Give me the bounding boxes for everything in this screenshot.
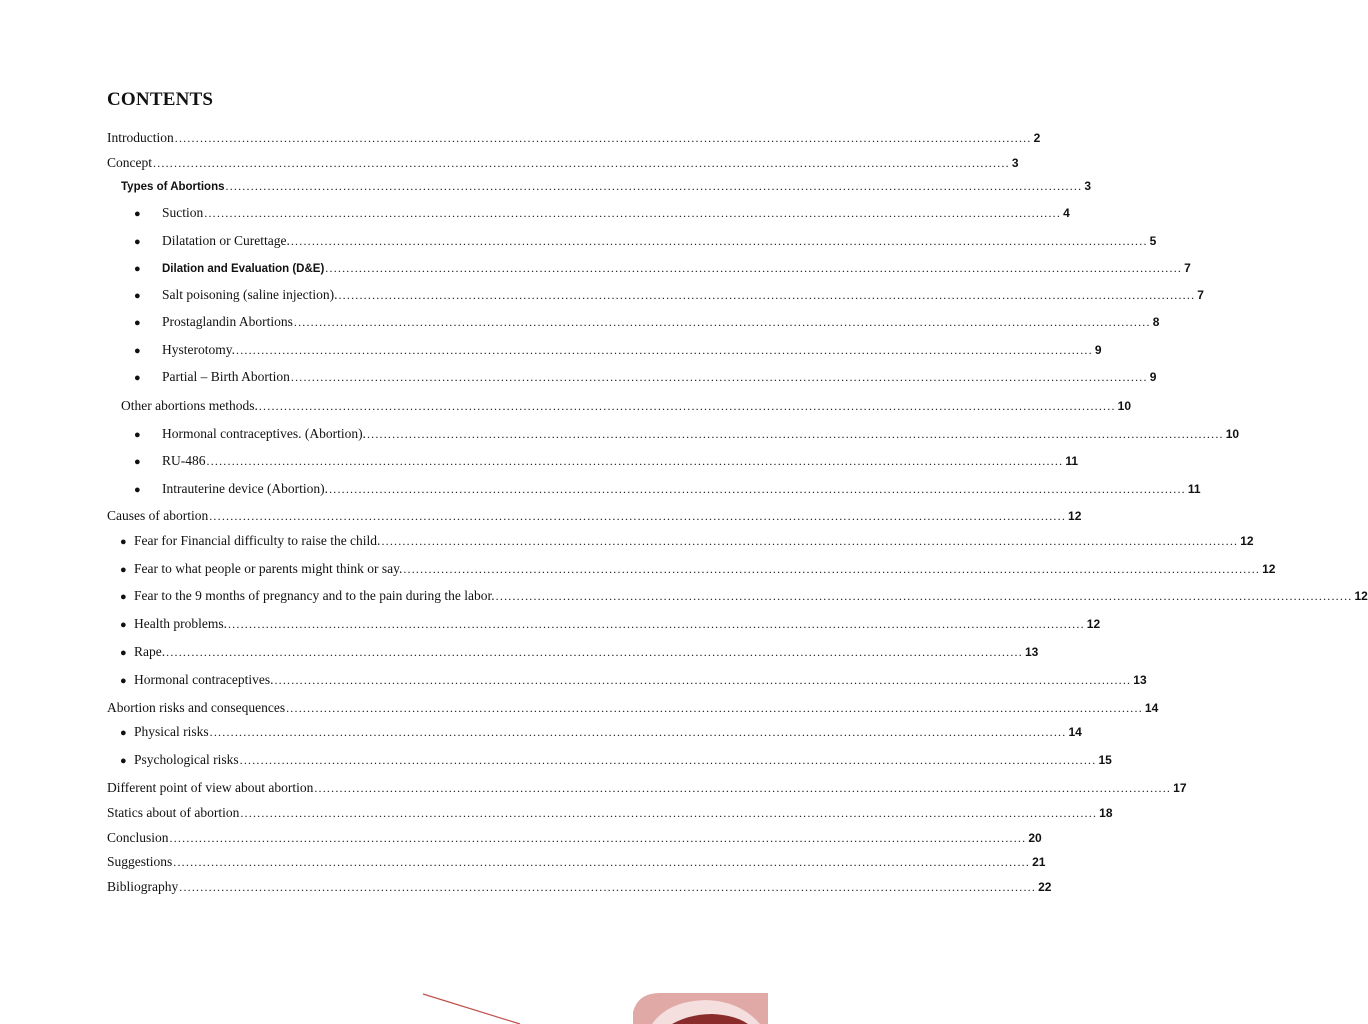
toc-entry-label: Fear for Financial difficulty to raise the child. — [134, 533, 381, 548]
toc-page-number: 12 — [1068, 509, 1082, 523]
bullet-icon: ● — [120, 755, 127, 767]
dot-leader: ............................................................................................................................................................................................................ — [166, 645, 1023, 659]
toc-page-number: 15 — [1098, 753, 1112, 767]
toc-page-number: 18 — [1099, 806, 1113, 820]
dot-leader: ............................................................................................................................................................................................................ — [325, 261, 1183, 275]
dot-leader: ............................................................................................................................................................................................................ — [240, 806, 1098, 820]
toc-entry-label: Intrauterine device (Abortion). — [162, 481, 329, 496]
bullet-icon: ● — [120, 675, 127, 687]
toc-entry-label: Rape. — [134, 644, 166, 659]
toc-entry-label: Statics about of abortion — [107, 805, 240, 820]
toc-page-number: 5 — [1149, 234, 1157, 248]
toc-entry-label: Prostaglandin Abortions — [162, 314, 293, 329]
toc-entry-label: Introduction — [107, 130, 174, 145]
toc-entry-label: Hormonal contraceptives. — [134, 672, 274, 687]
bullet-icon: ● — [120, 727, 127, 739]
dot-leader: ............................................................................................................................................................................................................ — [274, 673, 1132, 687]
toc-entry-label: Suggestions — [107, 854, 173, 869]
toc-page-number: 10 — [1225, 427, 1240, 441]
bullet-icon: ● — [120, 564, 127, 576]
toc-page-number: 20 — [1028, 831, 1042, 845]
dot-leader: ............................................................................................................................................................................................................ — [290, 234, 1148, 248]
toc-entry-label: Conclusion — [107, 830, 169, 845]
toc-entry-label: RU-486 — [162, 453, 206, 468]
toc-entry-label: Hormonal contraceptives. (Abortion). — [162, 426, 366, 441]
toc-page-number: 9 — [1149, 370, 1157, 384]
bullet-icon: ● — [120, 647, 127, 659]
dot-leader: ............................................................................................................................................................................................................ — [338, 288, 1196, 302]
dot-leader: ............................................................................................................................................................................................................ — [258, 399, 1116, 413]
dot-leader: ............................................................................................................................................................................................................ — [314, 781, 1172, 795]
toc-page-number: 7 — [1184, 261, 1191, 275]
dot-leader: ............................................................................................................................................................................................................ — [236, 343, 1093, 357]
dot-leader: ............................................................................................................................................................................................................ — [225, 179, 1083, 193]
toc-entry-label: Partial – Birth Abortion — [162, 369, 290, 384]
dot-leader: ............................................................................................................................................................................................................ — [286, 701, 1143, 715]
toc-page-number: 9 — [1094, 343, 1102, 357]
toc-entry-label: Suction — [162, 205, 204, 220]
toc-page-number: 17 — [1173, 781, 1187, 795]
bullet-icon: ● — [134, 345, 141, 357]
toc-entry-label: Fear to the 9 months of pregnancy and to the pain during the labor. — [134, 588, 495, 603]
dot-leader: ............................................................................................................................................................................................................ — [381, 534, 1239, 548]
toc-page-number: 12 — [1240, 534, 1254, 548]
toc-page-number: 22 — [1038, 880, 1052, 894]
toc-page-number: 8 — [1152, 315, 1160, 329]
toc-entry-label: Other abortions methods. — [121, 398, 258, 413]
toc-page-number: 3 — [1084, 179, 1091, 193]
toc-page-number: 7 — [1197, 288, 1204, 302]
bullet-icon: ● — [134, 429, 141, 441]
dot-leader: ............................................................................................................................................................................................................ — [209, 725, 1067, 739]
bullet-icon: ● — [120, 619, 127, 631]
bullet-icon: ● — [134, 456, 141, 468]
toc-page-number: 21 — [1032, 855, 1046, 869]
toc-page-number: 14 — [1068, 725, 1082, 739]
bullet-icon: ● — [134, 263, 141, 275]
toc-page-number: 12 — [1354, 589, 1368, 603]
toc-entry-label: Physical risks — [134, 724, 209, 739]
dot-leader: ............................................................................................................................................................................................................ — [227, 617, 1085, 631]
dot-leader: ............................................................................................................................................................................................................ — [495, 589, 1353, 603]
toc-page-number: 12 — [1262, 562, 1276, 576]
toc-page-number: 4 — [1063, 206, 1070, 220]
dot-leader: ............................................................................................................................................................................................................ — [366, 427, 1224, 441]
toc-entry-label: Concept — [107, 155, 152, 170]
dot-leader: ............................................................................................................................................................................................................ — [173, 855, 1031, 869]
dot-leader: ............................................................................................................................................................................................................ — [329, 482, 1186, 496]
dot-leader: ............................................................................................................................................................................................................ — [206, 454, 1064, 468]
toc-page-number: 3 — [1011, 156, 1019, 170]
bullet-icon: ● — [120, 536, 127, 548]
toc-entry-label: Causes of abortion — [107, 508, 209, 523]
bullet-icon: ● — [134, 317, 141, 329]
toc-page-number: 10 — [1117, 399, 1132, 413]
toc-page-number: 2 — [1033, 131, 1041, 145]
dot-leader: ............................................................................................................................................................................................................ — [179, 880, 1037, 894]
toc-entry-label: Psychological risks — [134, 752, 239, 767]
toc-entry-label: Types of Abortions — [121, 181, 225, 193]
toc-page-number: 14 — [1144, 701, 1159, 715]
toc-page-number: 13 — [1024, 645, 1039, 659]
bullet-icon: ● — [120, 591, 127, 603]
toc-entry-label: Different point of view about abortion — [107, 780, 314, 795]
dot-leader: ............................................................................................................................................................................................................ — [204, 206, 1062, 220]
bullet-icon: ● — [134, 236, 141, 248]
toc-page-number: 12 — [1086, 617, 1101, 631]
dot-leader: ............................................................................................................................................................................................................ — [290, 370, 1148, 384]
bullet-icon: ● — [134, 208, 141, 220]
toc-entry-label: Hysterotomy. — [162, 342, 235, 357]
dot-leader: ............................................................................................................................................................................................................ — [174, 131, 1032, 145]
toc-entry-label: Salt poisoning (saline injection). — [162, 287, 338, 302]
dot-leader: ............................................................................................................................................................................................................ — [403, 562, 1261, 576]
toc-page-number: 11 — [1187, 482, 1201, 496]
toc-entry-label: Health problems. — [134, 616, 227, 631]
dot-leader: ............................................................................................................................................................................................................ — [169, 831, 1027, 845]
toc-entry-label: Bibliography — [107, 879, 179, 894]
dot-leader: ............................................................................................................................................................................................................ — [153, 156, 1010, 170]
dot-leader: ............................................................................................................................................................................................................ — [239, 753, 1097, 767]
dot-leader: ............................................................................................................................................................................................................ — [293, 315, 1151, 329]
decorative-line — [423, 994, 520, 1024]
page-title: CONTENTS — [107, 89, 214, 110]
toc-entry-label: Abortion risks and consequences — [107, 700, 286, 715]
toc-entry-label: Dilation and Evaluation (D&E) — [162, 263, 325, 275]
bullet-icon: ● — [134, 484, 141, 496]
dot-leader: ............................................................................................................................................................................................................ — [209, 509, 1067, 523]
toc-page-number: 11 — [1065, 454, 1078, 468]
toc-entry-label: Fear to what people or parents might think or say. — [134, 561, 403, 576]
bullet-icon: ● — [134, 290, 141, 302]
toc-page-number: 13 — [1133, 673, 1147, 687]
bullet-icon: ● — [134, 372, 141, 384]
toc-entry-label: Dilatation or Curettage. — [162, 233, 290, 248]
